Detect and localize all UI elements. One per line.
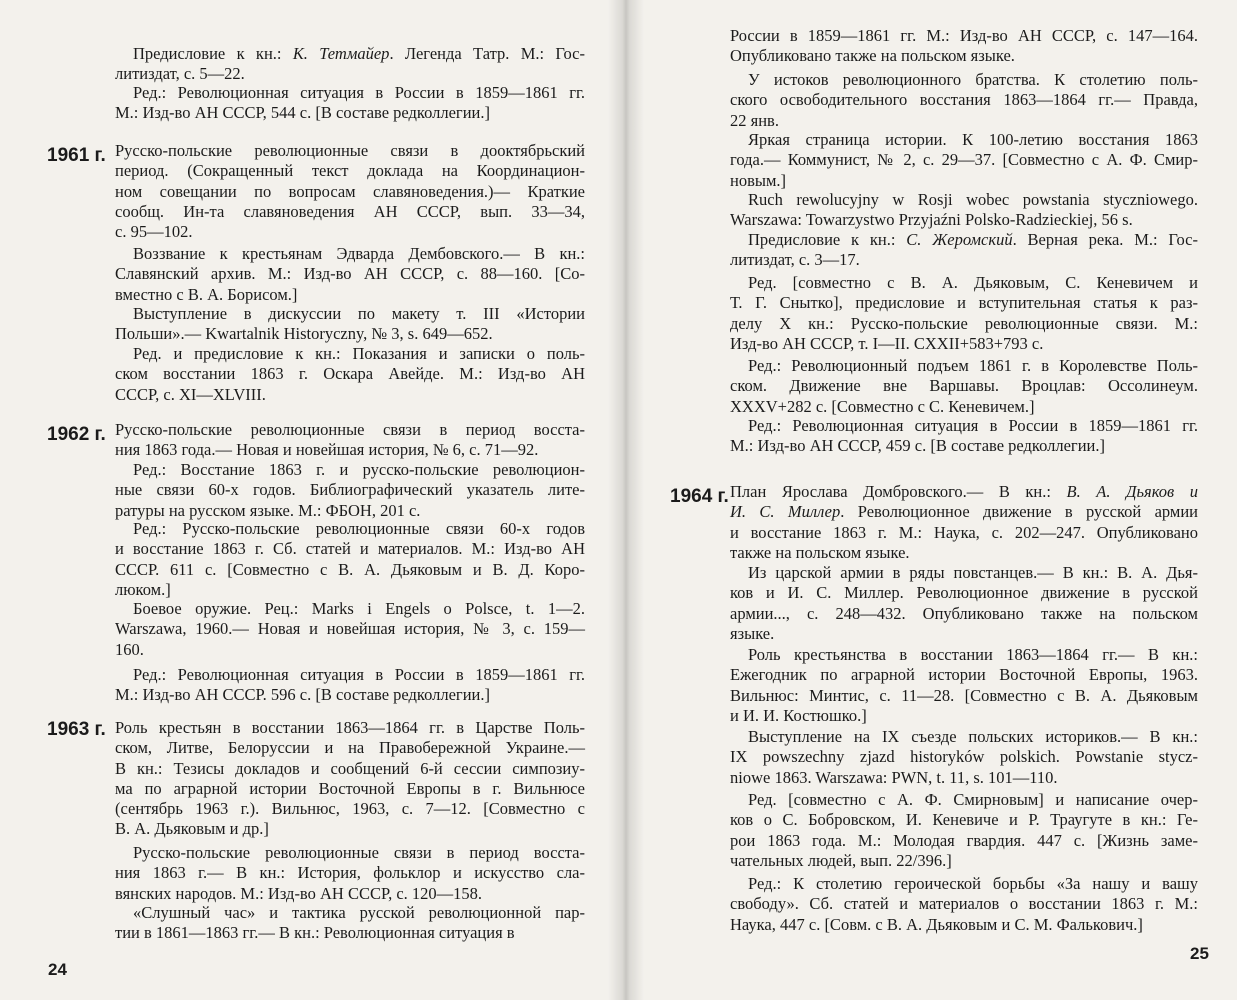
bibliography-entry xyxy=(115,420,585,461)
bibliography-entry xyxy=(730,190,1198,231)
entry-line: ского освободительного восстания 1863—1864 гг.— Правда, xyxy=(730,90,1198,110)
entry-line: Выступление на IX съезде польских историков.— В кн.: xyxy=(748,727,1198,746)
year-heading: 1963 г. xyxy=(47,719,106,740)
bibliography-entry xyxy=(115,843,585,904)
bibliography-entry xyxy=(115,304,585,345)
entry-line: сообщ. Ин-та славяноведения АН СССР, вып. 33—34, xyxy=(115,201,585,221)
entry-line: вянских народов. М.: Изд-во АН СССР, с. 120—158. xyxy=(115,883,483,903)
entry-line: ные связи 60-х годов. Библиографический указатель лите- xyxy=(115,480,585,500)
entry-line: и восстание 1863 г. М.: Наука, с. 202—247. Опубликовано xyxy=(730,522,1198,542)
entry-line: Опубликовано также на польском языке. xyxy=(730,46,1015,66)
entry-line: ма по аграрной истории Восточной Европы в г. Вильнюсе xyxy=(115,778,585,798)
bibliography-entry xyxy=(115,718,585,840)
entry-line: с. 95—102. xyxy=(115,222,193,242)
entry-line: Роль крестьян в восстании 1863—1864 гг. в Царстве Поль- xyxy=(115,718,585,737)
bibliography-entry xyxy=(730,230,1198,271)
right-page xyxy=(630,0,1237,1000)
entry-line: Ruch rewolucyjny w Rosji wobec powstania styczniowego. xyxy=(748,190,1198,209)
bibliography-entry xyxy=(730,874,1198,935)
bibliography-entry xyxy=(730,727,1198,788)
entry-line: и И. И. Костюшко.] xyxy=(730,705,867,725)
entry-line: IX powszechny zjazd historyków polskich. Powstanie stycz- xyxy=(730,747,1198,767)
entry-line: У истоков революционного братства. К столетию поль- xyxy=(748,70,1198,89)
entry-line: ском, Литве, Белоруссии и на Правобережной Украине.— xyxy=(115,738,585,758)
entry-line: ков и И. С. Миллер. Революционное движение в русской xyxy=(730,583,1198,603)
entry-line: Русско-польские революционные связи в период восста- xyxy=(133,843,585,862)
entry-line: также на польском языке. xyxy=(730,542,910,562)
entry-line: М.: Изд-во АН СССР, 459 с. [В составе редколлегии.] xyxy=(730,436,1105,456)
entry-line: Из царской армии в ряды повстанцев.— В кн.: В. А. Дья- xyxy=(748,563,1198,582)
entry-line: Ежегодник по аграрной истории Восточной Европы, 1963. xyxy=(730,665,1198,685)
entry-line: Предисловие к кн.: С. Жеромский. Верная река. М.: Гос- xyxy=(748,230,1198,249)
entry-line: (сентябрь 1963 г.). Вильнюс, 1963, с. 7—12. [Совместно с xyxy=(115,799,585,819)
entry-line: ском восстании 1863 г. Оскара Авейде. М.: Изд-во АН xyxy=(115,364,585,384)
page-number: 24 xyxy=(48,960,67,979)
entry-line: Ред.: Восстание 1863 г. и русско-польские революцион- xyxy=(133,460,585,479)
entry-line: План Ярослава Домбровского.— В кн.: В. А. Дьяков и xyxy=(730,482,1198,501)
entry-line: В. А. Дьяковым и др.] xyxy=(115,819,269,839)
year-heading: 1964 г. xyxy=(670,486,729,507)
entry-line: Воззвание к крестьянам Эдварда Дембовского.— В кн.: xyxy=(133,244,585,263)
entry-line: Ред.: Революционная ситуация в России в 1859—1861 гг. xyxy=(133,665,585,684)
entry-line: Наука, 447 с. [Совм. с В. А. Дьяковым и С. М. Фалькович.] xyxy=(730,914,1143,934)
bibliography-entry xyxy=(115,244,585,305)
bibliography-entry xyxy=(115,141,585,242)
bibliography-entry xyxy=(115,44,585,85)
entry-line: Ред. и предисловие к кн.: Показания и записки о поль- xyxy=(133,344,585,363)
entry-line: Ред.: Революционная ситуация в России в 1859—1861 гг. xyxy=(748,416,1198,435)
bibliography-entry xyxy=(730,645,1198,726)
entry-line: Роль крестьянства в восстании 1863—1864 гг.— В кн.: xyxy=(748,645,1198,664)
entry-line: Ред.: Революционный подъем 1861 г. в Королевстве Поль- xyxy=(748,356,1198,375)
entry-line: России в 1859—1861 гг. М.: Изд-во АН СССР, с. 147—164. xyxy=(730,26,1198,45)
entry-line: XXXV+282 с. [Совместно с С. Кеневичем.] xyxy=(730,396,1035,416)
entry-line: Изд-во АН СССР, т. I—II. CXXII+583+793 с. xyxy=(730,333,1044,353)
bibliography-entry xyxy=(730,356,1198,417)
bibliography-entry xyxy=(730,273,1198,354)
entry-line: новым.] xyxy=(730,170,787,190)
entry-line: СССР. 611 с. [Совместно с В. А. Дьяковым и В. Д. Коро- xyxy=(115,559,585,579)
bibliography-entry xyxy=(115,344,585,405)
entry-line: Предисловие к кн.: К. Тетмайер. Легенда Татр. М.: Гос- xyxy=(133,44,585,63)
bibliography-entry xyxy=(115,83,585,124)
entry-line: 22 янв. xyxy=(730,110,779,130)
entry-line: Русско-польские революционные связи в доoктябрьский xyxy=(115,141,585,160)
entry-line: делу X кн.: Русско-польские революционные связи. М.: xyxy=(730,313,1198,333)
entry-line: Warszawa: Towarzystwo Przyjaźni Polsko-Radzieckiej, 56 s. xyxy=(730,210,1133,230)
entry-line: рои 1863 года. М.: Молодая гвардия. 447 с. [Жизнь заме- xyxy=(730,830,1198,850)
entry-line: И. С. Миллер. Революционное движение в русской армии xyxy=(730,502,1198,522)
entry-line: Польши».— Kwartalnik Historyczny, № 3, s. 649—652. xyxy=(115,324,493,344)
bibliography-entry xyxy=(730,26,1198,67)
bibliography-entry xyxy=(115,460,585,521)
bibliography-entry xyxy=(115,665,585,706)
year-heading: 1962 г. xyxy=(47,424,106,445)
entry-line: вместно с В. А. Борисом.] xyxy=(115,284,298,304)
entry-line: литиздат, с. 5—22. xyxy=(115,64,245,84)
entry-line: чательных людей, вып. 22/396.] xyxy=(730,850,952,870)
entry-line: niowe 1863. Warszawa: PWN, t. 11, s. 101—110. xyxy=(730,767,1058,787)
bibliography-entry xyxy=(730,130,1198,191)
entry-line: период. (Сокращенный текст доклада на Координацион- xyxy=(115,161,585,181)
entry-line: СССР, с. XI—XLVIII. xyxy=(115,384,266,404)
entry-line: Т. Г. Снытко], предисловие и вступительная статья к раз- xyxy=(730,293,1198,313)
bibliography-entry xyxy=(115,599,585,660)
entry-line: «Слушный час» и тактика русской революционной пар- xyxy=(133,903,585,922)
entry-line: ния 1863 г.— В кн.: История, фольклор и искусство сла- xyxy=(115,863,585,883)
entry-line: В кн.: Тезисы докладов и сообщений 6-й сессии симпозиу- xyxy=(115,758,585,778)
entry-line: 160. xyxy=(115,639,144,659)
entry-line: ном совещании по вопросам славяноведения.)— Краткие xyxy=(115,181,585,201)
entry-line: М.: Изд-во АН СССР. 596 с. [В составе редколлегии.] xyxy=(115,685,490,705)
entry-line: тии в 1861—1863 гг.— В кн.: Революционная ситуация в xyxy=(115,923,515,943)
page-number: 25 xyxy=(1190,944,1209,963)
entry-line: ском. Движение вне Варшавы. Вроцлав: Оссолинеум. xyxy=(730,376,1198,396)
entry-line: Яркая страница истории. К 100-летию восстания 1863 xyxy=(748,130,1198,149)
entry-line: М.: Изд-во АН СССР, 544 с. [В составе редколлегии.] xyxy=(115,103,490,123)
entry-line: ков о С. Бобровском, И. Кеневиче и Р. Траугуте в кн.: Ге- xyxy=(730,810,1198,830)
bibliography-entry xyxy=(115,519,585,600)
bibliography-entry xyxy=(730,563,1198,644)
entry-line: Warszawa, 1960.— Новая и новейшая история, № 3, с. 159— xyxy=(115,619,585,639)
year-heading: 1961 г. xyxy=(47,145,106,166)
bibliography-entry xyxy=(730,70,1198,131)
entry-line: Выступление в дискуссии по макету т. III «Истории xyxy=(133,304,585,323)
entry-line: Вильнюс: Минтис, с. 11—28. [Совместно с В. А. Дьяковым xyxy=(730,685,1198,705)
entry-line: люком.] xyxy=(115,579,171,599)
entry-line: Ред. [совместно с В. А. Дьяковым, С. Кеневичем и xyxy=(748,273,1198,292)
entry-line: свободу». Сб. статей и материалов о восстании 1863 г. М.: xyxy=(730,894,1198,914)
bibliography-entry xyxy=(115,903,585,944)
entry-line: армии..., с. 248—432. Опубликовано также на польском xyxy=(730,603,1198,623)
entry-line: Ред.: Русско-польские революционные связи 60-х годов xyxy=(133,519,585,538)
entry-line: Ред.: Революционная ситуация в России в 1859—1861 гг. xyxy=(133,83,585,102)
entry-line: литиздат, с. 3—17. xyxy=(730,250,860,270)
entry-line: Славянский архив. М.: Изд-во АН СССР, с. 88—160. [Со- xyxy=(115,264,585,284)
entry-line: Русско-польские революционные связи в период восста- xyxy=(115,420,585,439)
bibliography-entry xyxy=(730,482,1198,563)
entry-line: Боевое оружие. Рец.: Marks i Engels o Polsce, t. 1—2. xyxy=(133,599,585,618)
entry-line: ратуры на русском языке. М.: ФБОН, 201 с. xyxy=(115,500,421,520)
entry-line: языке. xyxy=(730,623,775,643)
entry-line: Ред.: К столетию героической борьбы «За нашу и вашу xyxy=(748,874,1198,893)
bibliography-entry xyxy=(730,790,1198,871)
entry-line: года.— Коммунист, № 2, с. 29—37. [Совместно с А. Ф. Смир- xyxy=(730,150,1198,170)
entry-line: и восстание 1863 г. Сб. статей и материалов. М.: Изд-во АН xyxy=(115,539,585,559)
entry-line: ния 1863 года.— Новая и новейшая история, № 6, с. 71—92. xyxy=(115,440,539,460)
bibliography-entry xyxy=(730,416,1198,457)
entry-line: Ред. [совместно с А. Ф. Смирновым] и написание очер- xyxy=(748,790,1198,809)
